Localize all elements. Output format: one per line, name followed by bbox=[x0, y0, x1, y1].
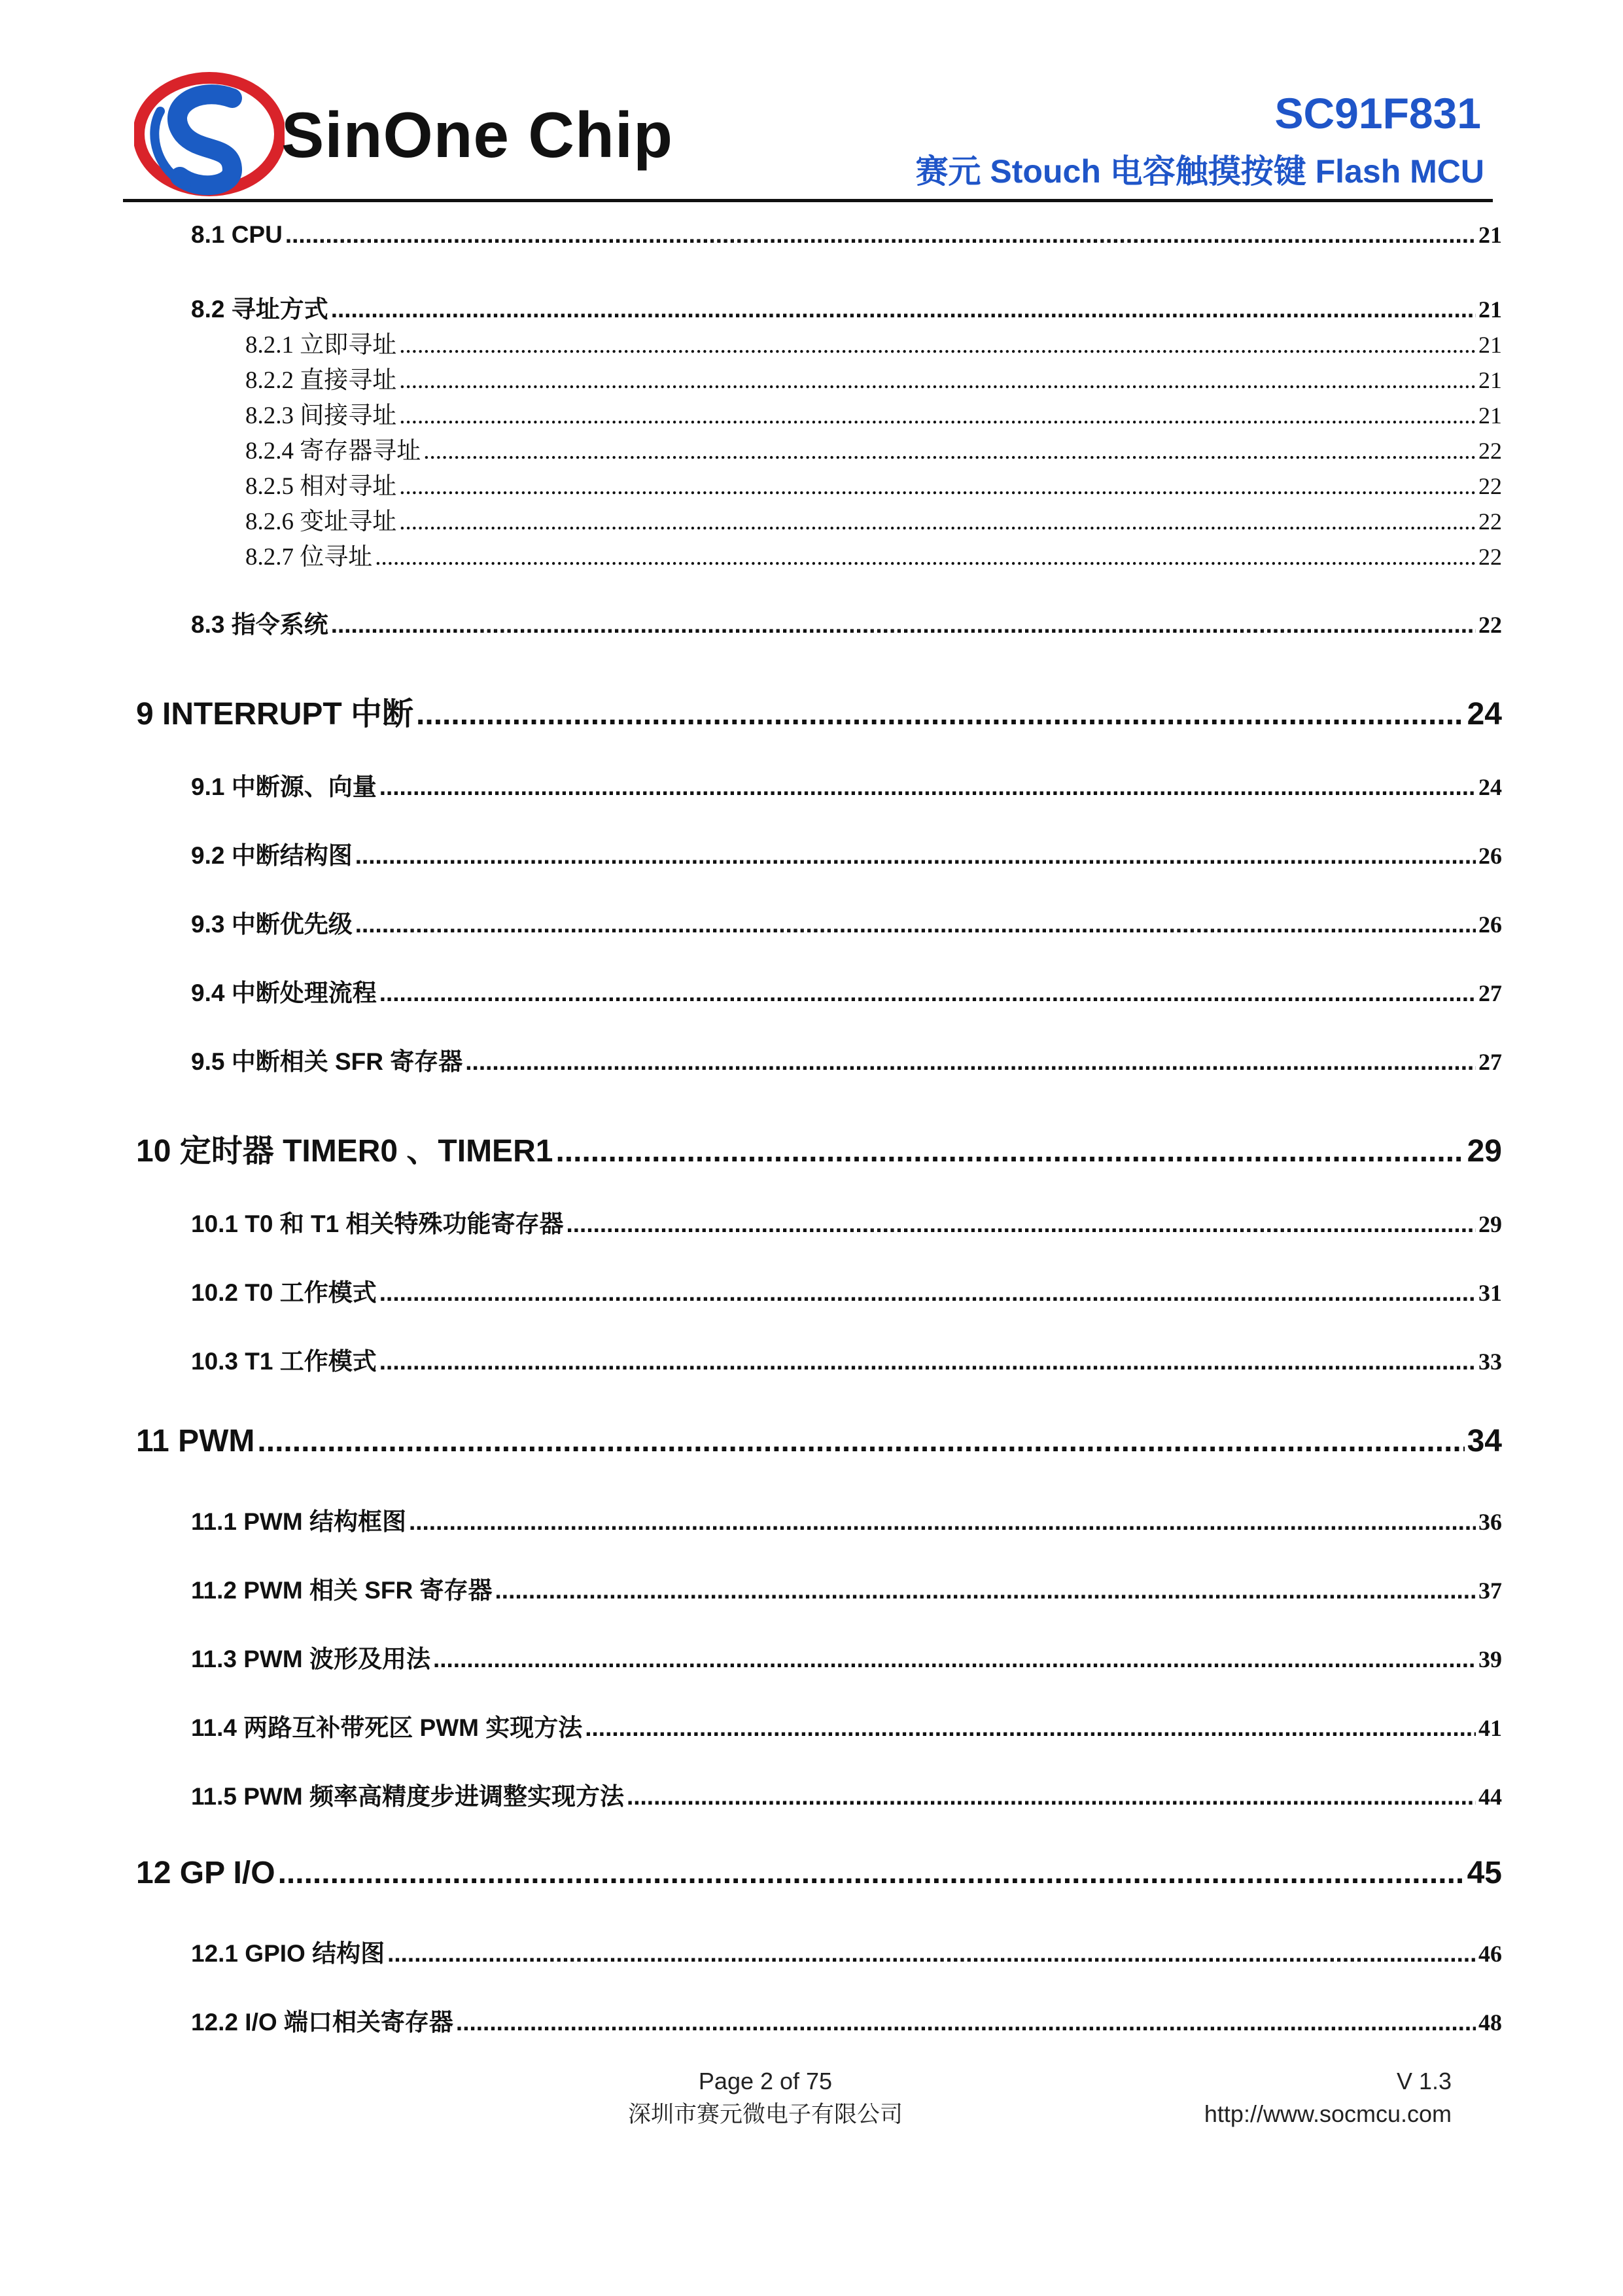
toc-entry-label: 11.3 PWM 波形及用法 bbox=[191, 1646, 430, 1672]
toc-entry-label: 8.2.6 变址寻址 bbox=[245, 508, 397, 535]
toc-leader bbox=[379, 1348, 1476, 1375]
toc-entry-label: 10 定时器 TIMER0 、TIMER1 bbox=[136, 1134, 553, 1169]
toc-entry[interactable] bbox=[191, 973, 1502, 1008]
toc-entry-label: 8.2.5 相对寻址 bbox=[245, 473, 397, 500]
toc-leader bbox=[399, 402, 1476, 430]
toc-entry-page: 29 bbox=[1478, 1211, 1502, 1237]
toc-leader bbox=[399, 508, 1476, 536]
chip-model: SC91F831 bbox=[1274, 89, 1481, 137]
toc-entry-label: 10.1 T0 和 T1 相关特殊功能寄存器 bbox=[191, 1210, 564, 1237]
toc-leader bbox=[456, 2009, 1476, 2036]
toc-chapter[interactable] bbox=[136, 1125, 1502, 1171]
toc-leader bbox=[399, 331, 1476, 359]
toc-leader bbox=[379, 1279, 1476, 1307]
toc-entry-page: 33 bbox=[1478, 1349, 1502, 1375]
toc-entry-page: 21 bbox=[1478, 367, 1502, 393]
toc-entry-label: 9.5 中断相关 SFR 寄存器 bbox=[191, 1048, 463, 1075]
toc-entry-label: 8.2.2 直接寻址 bbox=[245, 367, 397, 394]
toc-entry[interactable] bbox=[191, 1639, 1502, 1674]
toc-leader bbox=[278, 1855, 1465, 1891]
toc-entry-label: 9.4 中断处理流程 bbox=[191, 980, 377, 1006]
toc-entry-page: 36 bbox=[1478, 1509, 1502, 1535]
document-version: V 1.3 bbox=[1396, 2068, 1452, 2094]
toc-leader bbox=[285, 221, 1476, 249]
toc-leader bbox=[627, 1783, 1476, 1810]
toc-entry-label: 12.2 I/O 端口相关寄存器 bbox=[191, 2009, 453, 2036]
toc-entry[interactable] bbox=[191, 1341, 1502, 1377]
toc-entry[interactable] bbox=[191, 221, 1502, 249]
toc-leader bbox=[555, 1133, 1464, 1169]
toc-entry[interactable] bbox=[191, 2002, 1502, 2038]
toc-leader bbox=[375, 543, 1476, 571]
toc-entry-label: 10.3 T1 工作模式 bbox=[191, 1348, 377, 1375]
toc-leader bbox=[399, 472, 1476, 501]
toc-entry-page: 37 bbox=[1478, 1578, 1502, 1604]
toc-entry-label: 11.2 PWM 相关 SFR 寄存器 bbox=[191, 1577, 493, 1604]
page-header bbox=[0, 0, 1623, 209]
toc-entry[interactable] bbox=[191, 1042, 1502, 1077]
toc-entry[interactable] bbox=[245, 537, 1502, 572]
toc-entry[interactable] bbox=[191, 1502, 1502, 1537]
toc-entry[interactable] bbox=[191, 904, 1502, 940]
toc-entry-page: 21 bbox=[1478, 222, 1502, 248]
toc-entry-label: 11 PWM bbox=[136, 1424, 255, 1458]
toc-entry-label: 8.2.1 立即寻址 bbox=[245, 332, 397, 359]
toc-leader bbox=[585, 1714, 1476, 1742]
toc-entry-page: 29 bbox=[1467, 1134, 1502, 1169]
toc-entry-page: 22 bbox=[1478, 544, 1502, 570]
toc-entry-label: 8.2 寻址方式 bbox=[191, 296, 328, 323]
toc-entry[interactable] bbox=[245, 360, 1502, 395]
toc-leader bbox=[423, 437, 1476, 465]
toc-entry[interactable] bbox=[245, 431, 1502, 466]
toc-entry-page: 21 bbox=[1478, 332, 1502, 358]
toc-entry-label: 9.1 中断源、向量 bbox=[191, 773, 377, 800]
toc-entry-page: 34 bbox=[1467, 1424, 1502, 1458]
toc-entry[interactable] bbox=[191, 1934, 1502, 1969]
toc-leader bbox=[331, 611, 1476, 639]
toc-entry-page: 21 bbox=[1478, 296, 1502, 323]
toc-entry-label: 9.2 中断结构图 bbox=[191, 842, 353, 869]
toc-entry-page: 26 bbox=[1478, 911, 1502, 938]
toc-entry-page: 44 bbox=[1478, 1784, 1502, 1810]
toc-leader bbox=[399, 366, 1476, 395]
toc-entry-page: 26 bbox=[1478, 843, 1502, 869]
toc-entry-page: 22 bbox=[1478, 473, 1502, 499]
toc-chapter[interactable] bbox=[136, 688, 1502, 733]
toc-entry[interactable] bbox=[191, 1570, 1502, 1606]
toc-leader bbox=[355, 911, 1476, 938]
toc-leader bbox=[379, 773, 1476, 801]
toc-entry-label: 8.2.7 位寻址 bbox=[245, 544, 373, 571]
page-footer-right bbox=[1204, 2068, 1452, 2128]
toc-entry-page: 27 bbox=[1478, 1049, 1502, 1075]
toc-leader bbox=[416, 696, 1465, 732]
toc-entry[interactable] bbox=[191, 767, 1502, 802]
toc-entry-label: 8.2.4 寄存器寻址 bbox=[245, 438, 421, 465]
toc-entry-label: 10.2 T0 工作模式 bbox=[191, 1279, 377, 1306]
toc-leader bbox=[257, 1423, 1464, 1459]
toc-entry-page: 27 bbox=[1478, 980, 1502, 1006]
page-number: Page 2 of 75 bbox=[698, 2068, 833, 2094]
document-subtitle: 赛元 Stouch 电容触摸按键 Flash MCU bbox=[915, 153, 1484, 190]
toc-entry-page: 48 bbox=[1478, 2009, 1502, 2036]
toc-entry-page: 24 bbox=[1467, 697, 1502, 732]
toc-entry[interactable] bbox=[191, 605, 1502, 640]
toc-entry-page: 46 bbox=[1478, 1941, 1502, 1967]
toc-leader bbox=[331, 296, 1476, 323]
brand-name: SinOne Chip bbox=[281, 99, 673, 171]
toc-leader bbox=[465, 1048, 1476, 1076]
toc-entry-label: 11.4 两路互补带死区 PWM 实现方法 bbox=[191, 1714, 583, 1741]
toc-entry-page: 41 bbox=[1478, 1715, 1502, 1741]
company-name: 深圳市赛元微电子有限公司 bbox=[627, 2102, 903, 2127]
toc-entry[interactable] bbox=[191, 1273, 1502, 1308]
toc-leader bbox=[409, 1508, 1476, 1536]
toc-entry-label: 11.1 PWM 结构框图 bbox=[191, 1508, 406, 1535]
toc-entry[interactable] bbox=[191, 1204, 1502, 1239]
toc-entry-label: 8.2.3 间接寻址 bbox=[245, 402, 397, 429]
company-url[interactable]: http://www.socmcu.com bbox=[1204, 2100, 1452, 2127]
toc-entry[interactable] bbox=[191, 1708, 1502, 1743]
toc-entry-label: 12.1 GPIO 结构图 bbox=[191, 1940, 385, 1967]
toc-entry[interactable] bbox=[245, 466, 1502, 501]
toc-entry-label: 9 INTERRUPT 中断 bbox=[136, 697, 414, 732]
toc-entry-page: 24 bbox=[1478, 774, 1502, 800]
toc-entry-label: 8.1 CPU bbox=[191, 221, 283, 248]
toc-entry[interactable] bbox=[245, 501, 1502, 537]
toc-leader bbox=[433, 1646, 1476, 1673]
toc-leader bbox=[567, 1210, 1476, 1238]
toc-entry[interactable] bbox=[245, 325, 1502, 360]
page-footer-center bbox=[615, 2068, 916, 2129]
toc-entry-page: 22 bbox=[1478, 508, 1502, 535]
toc-entry-label: 9.3 中断优先级 bbox=[191, 911, 353, 938]
toc-entry[interactable] bbox=[245, 395, 1502, 431]
toc-entry-label: 11.5 PWM 频率高精度步进调整实现方法 bbox=[191, 1783, 624, 1810]
toc-entry[interactable] bbox=[191, 836, 1502, 871]
toc-entry-page: 45 bbox=[1467, 1856, 1502, 1890]
toc-leader bbox=[495, 1577, 1476, 1604]
toc-entry-page: 31 bbox=[1478, 1280, 1502, 1306]
toc-entry-page: 21 bbox=[1478, 402, 1502, 429]
header-rule bbox=[123, 199, 1493, 202]
toc-entry-label: 8.3 指令系统 bbox=[191, 611, 328, 638]
toc-entry-page: 39 bbox=[1478, 1646, 1502, 1672]
toc-entry[interactable] bbox=[191, 1776, 1502, 1812]
toc-entry-page: 22 bbox=[1478, 612, 1502, 638]
toc-chapter[interactable] bbox=[136, 1855, 1502, 1891]
toc-entry[interactable] bbox=[191, 289, 1502, 325]
toc-entry-page: 22 bbox=[1478, 438, 1502, 464]
toc-chapter[interactable] bbox=[136, 1423, 1502, 1459]
toc-leader bbox=[379, 980, 1476, 1007]
toc-entry-label: 12 GP I/O bbox=[136, 1856, 275, 1890]
toc-leader bbox=[387, 1940, 1476, 1968]
toc-leader bbox=[355, 842, 1476, 870]
sinone-logo-icon bbox=[134, 72, 285, 196]
